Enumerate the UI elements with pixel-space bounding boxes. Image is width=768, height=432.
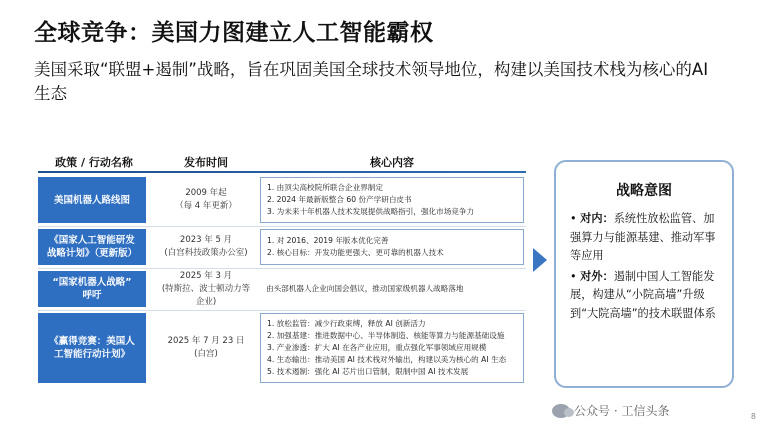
policy-content — [260, 313, 524, 383]
intent-point-domestic: • 对内：系统性放松监管、加强算力与能源基建、推动军事等应用 — [570, 212, 716, 262]
policy-content — [260, 177, 524, 223]
page-number: 8 — [750, 412, 756, 421]
table-row — [38, 229, 526, 265]
slide-title: 全球竞争：美国力图建立人工智能霸权 — [34, 20, 434, 46]
row-divider — [38, 268, 526, 269]
header-core-content: 核心内容 — [370, 156, 414, 169]
policy-date: 2025 年 3 月 (特斯拉、波士顿动力等 企业) — [161, 270, 251, 307]
policy-name: 美国机器人路线图 — [38, 177, 146, 223]
policy-date: 2025 年 7 月 23 日 (白宫) — [167, 336, 245, 359]
policy-name: 《国家人工智能研发 战略计划》（更新版） — [38, 229, 146, 265]
content-item: 2. 加强基建：推进数据中心、半导体制造、核能等算力与能源基础设施 — [267, 331, 505, 340]
content-item: 5. 技术遏制：强化 AI 芯片出口管制，限制中国 AI 技术发展 — [267, 367, 469, 376]
content-item: 4. 生态输出：推动美国 AI 技术栈对外输出，构建以美为核心的 AI 生态 — [267, 355, 507, 364]
policy-name: “国家机器人战略” 呼吁 — [38, 271, 146, 307]
content-item: 2. 2024 年最新版整合 60 份产学研白皮书 — [267, 195, 412, 204]
content-item: 1. 放松监管：减少行政束缚，释放 AI 创新活力 — [267, 319, 426, 328]
policy-content — [260, 229, 524, 265]
policy-name: 《赢得竞赛：美国人 工智能行动计划》 — [38, 313, 146, 383]
slide-subtitle: 美国采取“联盟+遏制”战略，旨在巩固美国全球技术领导地位，构建以美国技术栈为核心的AI生态 — [34, 60, 709, 103]
wechat-icon — [552, 404, 570, 418]
content-item: 3. 为未来十年机器人技术发展提供战略指引，强化市场竞争力 — [267, 207, 475, 216]
point-text: 系统性放松监管、加强算力与能源基建、推动军事等应用 — [570, 212, 716, 262]
panel-body — [570, 210, 724, 325]
policy-content — [260, 271, 524, 307]
source-watermark — [552, 402, 669, 419]
panel-title: 战略意图 — [616, 183, 672, 199]
watermark-text: 公众号 · 工信头条 — [574, 404, 670, 418]
header-policy-name: 政策 / 行动名称 — [55, 156, 133, 169]
point-text: 遏制中国人工智能发展，构建从“小院高墙”升级到“大院高墙”的技术联盟体系 — [570, 269, 716, 320]
content-item: 1. 对 2016、2019 年版本优化完善 — [267, 236, 389, 245]
table-row — [38, 271, 526, 307]
content-item: 3. 产业渗透：扩大 AI 在各产业应用，重点强化军事领域应用规模 — [267, 343, 487, 352]
content-item: 2. 核心目标：开发功能更强大、更可靠的机器人技术 — [267, 248, 444, 257]
content-item: 由头部机器人企业向国会倡议，推动国家级机器人战略落地 — [266, 284, 464, 293]
content-item: 1. 由顶尖高校院所联合企业界制定 — [267, 183, 383, 192]
strategy-intent-panel — [554, 160, 734, 388]
row-divider — [38, 226, 526, 227]
header-release-date: 发布时间 — [184, 156, 228, 169]
point-label: 对内： — [580, 212, 614, 225]
point-label: 对外： — [580, 269, 614, 283]
intent-point-foreign: • 对外：遏制中国人工智能发展，构建从“小院高墙”升级到“大院高墙”的技术联盟体系 — [570, 269, 716, 320]
policy-date: 2023 年 5 月 (白宫科技政策办公室) — [164, 235, 248, 258]
header-divider — [38, 171, 526, 173]
table-row — [38, 177, 526, 223]
right-arrow-icon — [533, 248, 547, 272]
policy-date: 2009 年起 （每 4 年更新） — [175, 188, 237, 211]
table-row — [38, 313, 526, 383]
row-divider — [38, 310, 526, 311]
